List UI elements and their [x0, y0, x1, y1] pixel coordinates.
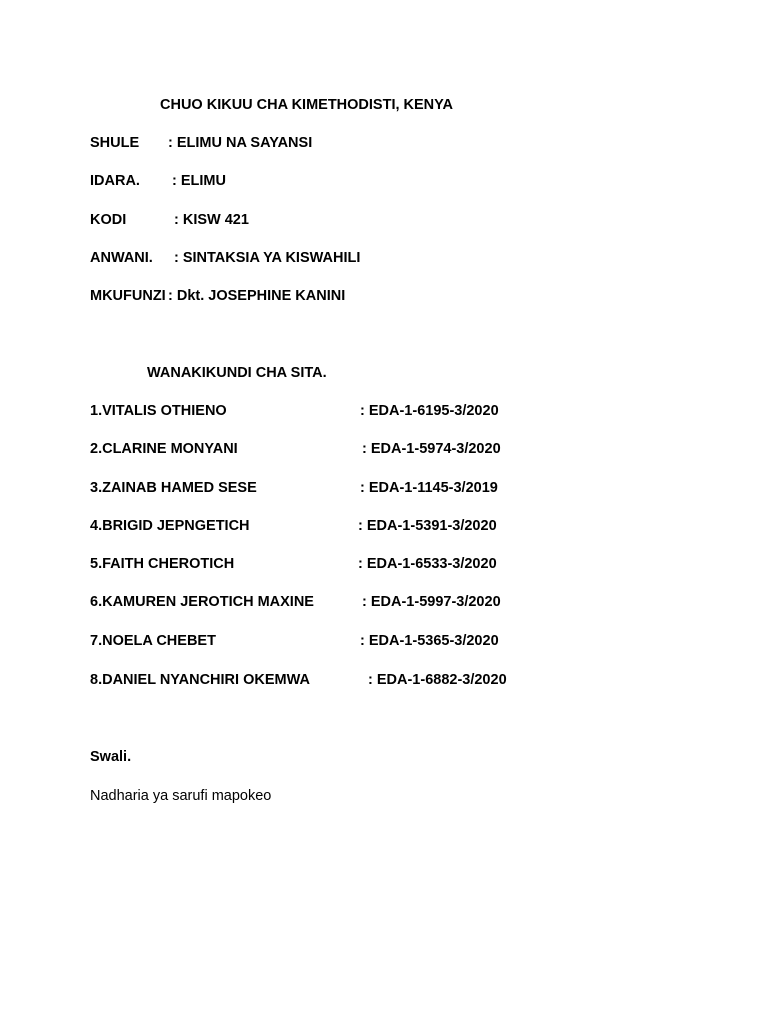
- member-reg: : EDA-1-6195-3/2020: [360, 403, 499, 419]
- member-name: 5.FAITH CHEROTICH: [90, 556, 235, 572]
- member-reg: : EDA-1-6533-3/2020: [358, 556, 497, 572]
- info-value: : ELIMU: [172, 173, 226, 189]
- member-name: 4.BRIGID JEPNGETICH: [90, 518, 250, 534]
- member-reg: : EDA-1-5974-3/2020: [362, 441, 501, 457]
- question-text: Nadharia ya sarufi mapokeo: [90, 788, 272, 804]
- info-label: ANWANI.: [90, 250, 153, 266]
- member-reg: : EDA-1-1145-3/2019: [360, 480, 498, 496]
- member-name: 7.NOELA CHEBET: [90, 633, 216, 649]
- member-name: 2.CLARINE MONYANI: [90, 441, 238, 457]
- member-reg: : EDA-1-6882-3/2020: [368, 672, 507, 688]
- info-value: : SINTAKSIA YA KISWAHILI: [174, 250, 361, 266]
- member-reg: : EDA-1-5997-3/2020: [362, 594, 501, 610]
- info-label: MKUFUNZI: [90, 288, 166, 304]
- info-label: KODI: [90, 212, 127, 228]
- info-value: : KISW 421: [174, 212, 249, 228]
- member-reg: : EDA-1-5365-3/2020: [360, 633, 499, 649]
- question-label: Swali.: [90, 749, 132, 765]
- info-value: : Dkt. JOSEPHINE KANINI: [168, 288, 346, 304]
- institution-title: CHUO KIKUU CHA KIMETHODISTI, KENYA: [160, 97, 453, 113]
- info-value: : ELIMU NA SAYANSI: [168, 135, 313, 151]
- member-name: 8.DANIEL NYANCHIRI OKEMWA: [90, 672, 310, 688]
- info-label: IDARA.: [90, 173, 140, 189]
- member-name: 1.VITALIS OTHIENO: [90, 403, 227, 419]
- member-name: 3.ZAINAB HAMED SESE: [90, 480, 257, 496]
- info-label: SHULE: [90, 135, 140, 151]
- member-reg: : EDA-1-5391-3/2020: [358, 518, 497, 534]
- group-heading: WANAKIKUNDI CHA SITA.: [147, 365, 327, 381]
- member-name: 6.KAMUREN JEROTICH MAXINE: [90, 594, 314, 610]
